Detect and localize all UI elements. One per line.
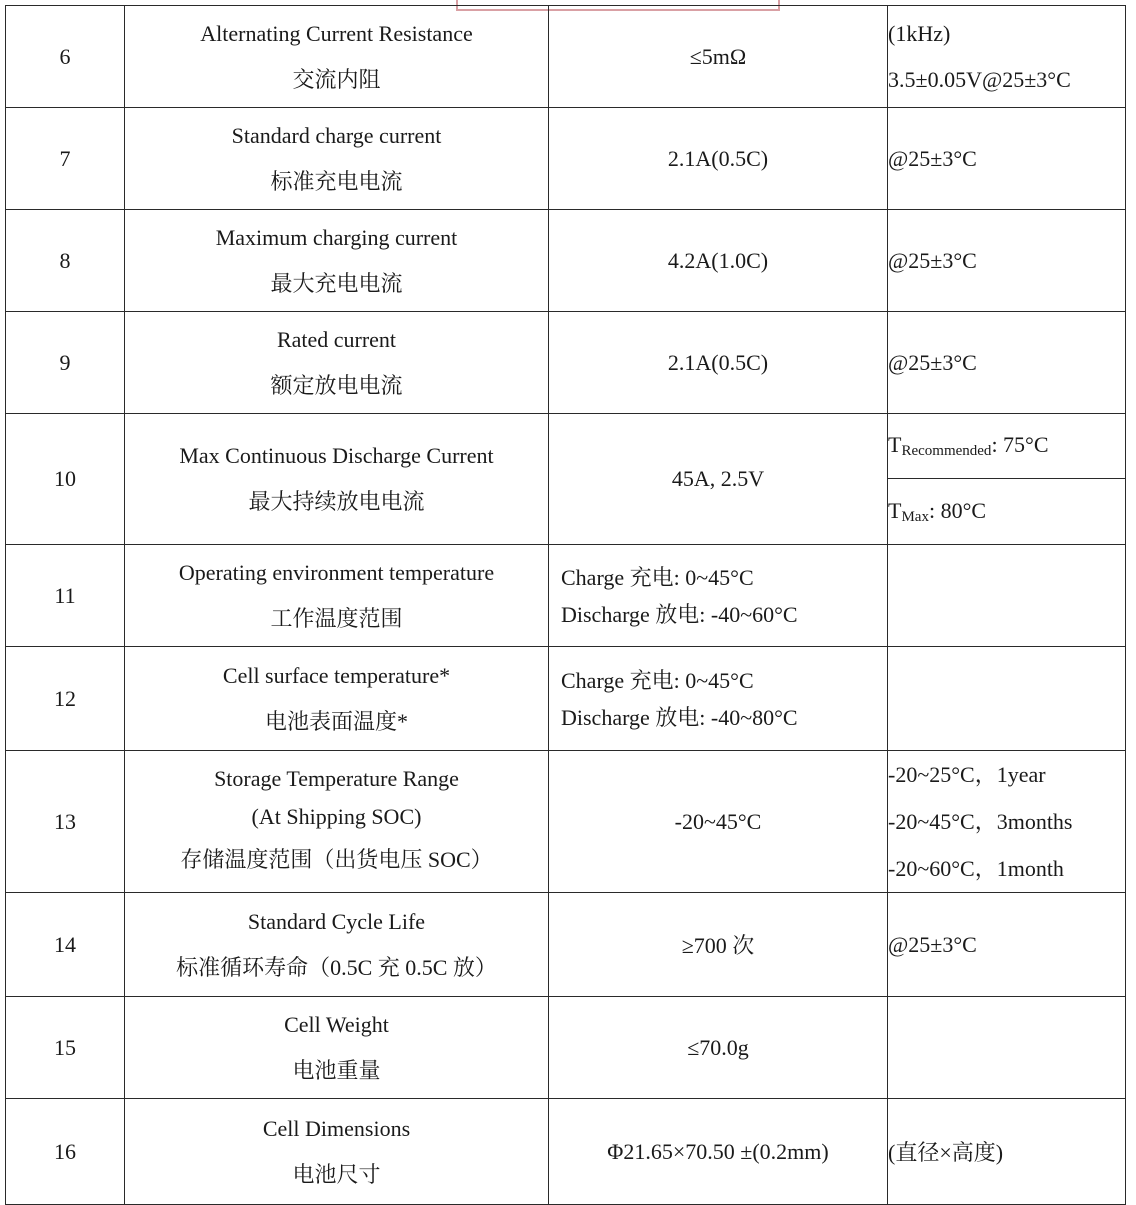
item-name-cn: 电池表面温度* bbox=[264, 708, 408, 734]
item-name-en: Cell Weight bbox=[284, 1011, 389, 1037]
item-name-en: Maximum charging current bbox=[215, 224, 458, 250]
spec-table bbox=[5, 5, 1126, 1205]
remark-max: $T_{Max}$: 80°C bbox=[888, 479, 1126, 545]
item-name bbox=[125, 647, 549, 751]
remark: (直径×高度) bbox=[888, 1099, 1126, 1205]
spec-value: 4.2A(1.0C) bbox=[549, 210, 888, 312]
remark bbox=[888, 647, 1126, 751]
remark-line: -20~60°C，1month bbox=[888, 856, 1064, 881]
spec-value: ≥700 次 bbox=[549, 893, 888, 997]
item-name bbox=[125, 108, 549, 210]
row-number: 9 bbox=[6, 312, 125, 414]
value-line: Discharge 放电: -40~60°C bbox=[561, 601, 798, 627]
table-row bbox=[6, 1099, 1126, 1205]
item-name bbox=[125, 6, 549, 108]
item-name-en: Operating environment temperature bbox=[178, 559, 495, 585]
item-name-cn: 最大持续放电电流 bbox=[248, 489, 425, 514]
table-row bbox=[6, 6, 1126, 108]
spec-value: 45A, 2.5V bbox=[549, 414, 888, 545]
item-name-cn: 电池尺寸 bbox=[292, 1161, 381, 1187]
item-name bbox=[125, 210, 549, 312]
item-name-en-2: (At Shipping SOC) bbox=[251, 804, 422, 829]
row-number: 13 bbox=[6, 751, 125, 893]
remark: @25±3°C bbox=[888, 210, 1126, 312]
row-number: 15 bbox=[6, 997, 125, 1099]
table-row bbox=[6, 312, 1126, 414]
table-row bbox=[6, 414, 1126, 479]
remark bbox=[888, 997, 1126, 1099]
spec-value: 2.1A(0.5C) bbox=[549, 108, 888, 210]
spec-value: ≤70.0g bbox=[549, 997, 888, 1099]
table-row bbox=[6, 997, 1126, 1099]
item-name-en: Rated current bbox=[276, 326, 397, 352]
remark bbox=[888, 545, 1126, 647]
item-name-cn: 最大充电电流 bbox=[270, 270, 403, 296]
remark-line: -20~45°C，3months bbox=[888, 809, 1073, 834]
remark: @25±3°C bbox=[888, 312, 1126, 414]
remark bbox=[888, 751, 1126, 893]
item-name bbox=[125, 893, 549, 997]
spec-value: ≤5mΩ bbox=[549, 6, 888, 108]
value-line: Discharge 放电: -40~80°C bbox=[561, 704, 798, 730]
table-row bbox=[6, 893, 1126, 997]
row-number: 7 bbox=[6, 108, 125, 210]
item-name-en: Alternating Current Resistance bbox=[200, 20, 473, 46]
spec-value: 2.1A(0.5C) bbox=[549, 312, 888, 414]
item-name-cn: 标准循环寿命（0.5C 充 0.5C 放） bbox=[176, 954, 497, 980]
row-number: 8 bbox=[6, 210, 125, 312]
item-name bbox=[125, 751, 549, 893]
table-row bbox=[6, 545, 1126, 647]
table-row bbox=[6, 210, 1126, 312]
item-name-cn: 额定放电电流 bbox=[270, 372, 403, 398]
value-line: Charge 充电: 0~45°C bbox=[561, 667, 754, 693]
item-name bbox=[125, 545, 549, 647]
spec-value bbox=[549, 647, 888, 751]
remark: @25±3°C bbox=[888, 108, 1126, 210]
item-name-en: Standard charge current bbox=[231, 122, 442, 148]
table-row bbox=[6, 647, 1126, 751]
row-number: 12 bbox=[6, 647, 125, 751]
remark bbox=[888, 6, 1126, 108]
value-line: Charge 充电: 0~45°C bbox=[561, 564, 754, 590]
row-number: 6 bbox=[6, 6, 125, 108]
spec-value bbox=[549, 545, 888, 647]
item-name-cn: 存储温度范围（出货电压 SOC） bbox=[180, 847, 493, 872]
item-name bbox=[125, 312, 549, 414]
item-name-en: Storage Temperature Range bbox=[214, 766, 459, 791]
item-name bbox=[125, 1099, 549, 1205]
spec-value: -20~45°C bbox=[549, 751, 888, 893]
remark-line: (1kHz) bbox=[888, 20, 951, 46]
row-number: 16 bbox=[6, 1099, 125, 1205]
item-name-en: Cell Dimensions bbox=[262, 1115, 411, 1141]
row-number: 14 bbox=[6, 893, 125, 997]
table-row bbox=[6, 108, 1126, 210]
item-name bbox=[125, 414, 549, 545]
item-name-cn: 交流内阻 bbox=[292, 66, 381, 92]
remark-line: -20~25°C，1year bbox=[888, 762, 1046, 787]
remark-line: 3.5±0.05V@25±3°C bbox=[888, 66, 1071, 92]
remark-recommended: $T_{Recommended}$: 75°C bbox=[888, 414, 1126, 479]
remark: @25±3°C bbox=[888, 893, 1126, 997]
item-name-en: Max Continuous Discharge Current bbox=[179, 443, 494, 468]
table-row bbox=[6, 751, 1126, 893]
item-name-en: Standard Cycle Life bbox=[247, 908, 426, 934]
row-number: 10 bbox=[6, 414, 125, 545]
spec-value: Φ21.65×70.50 ±(0.2mm) bbox=[549, 1099, 888, 1205]
item-name bbox=[125, 997, 549, 1099]
row-number: 11 bbox=[6, 545, 125, 647]
item-name-cn: 标准充电电流 bbox=[270, 168, 403, 194]
item-name-en: Cell surface temperature* bbox=[222, 662, 451, 688]
item-name-cn: 工作温度范围 bbox=[270, 605, 403, 631]
item-name-cn: 电池重量 bbox=[292, 1057, 381, 1083]
